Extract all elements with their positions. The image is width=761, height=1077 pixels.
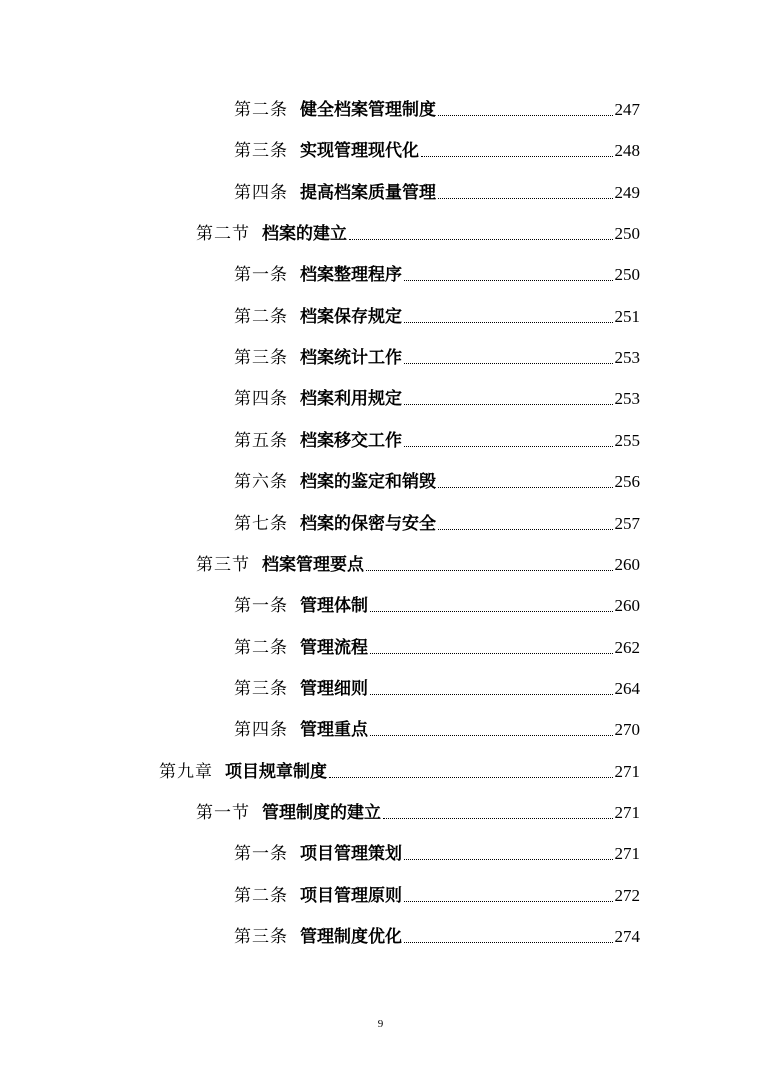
- toc-entry-number: 第四条: [234, 720, 288, 740]
- toc-dot-leader: [370, 611, 613, 612]
- toc-entry-page: 253: [614, 389, 640, 408]
- toc-entry[interactable]: [234, 97, 640, 123]
- toc-entry-title: 管理制度优化: [300, 927, 402, 947]
- toc-entry-title: 管理体制: [300, 596, 368, 616]
- toc-entry-page: 264: [614, 679, 640, 698]
- toc-entry[interactable]: [234, 883, 640, 909]
- toc-dot-leader: [438, 529, 613, 530]
- toc-dot-leader: [404, 322, 613, 323]
- toc-entry-number: 第一条: [234, 596, 288, 616]
- toc-entry-number: 第四条: [234, 183, 288, 203]
- toc-dot-leader: [404, 446, 613, 447]
- toc-entry-number: 第一节: [196, 803, 250, 823]
- toc-entry-title: 项目管理策划: [300, 844, 402, 864]
- toc-entry-title: 实现管理现代化: [300, 141, 419, 161]
- toc-entry-title: 管理流程: [300, 638, 368, 658]
- toc-entry-number: 第二条: [234, 886, 288, 906]
- toc-entry-title: 档案保存规定: [300, 307, 402, 327]
- toc-entry-page: 274: [614, 927, 640, 946]
- toc-entry-number: 第九章: [159, 762, 213, 782]
- toc-dot-leader: [404, 363, 613, 364]
- toc-dot-leader: [404, 404, 613, 405]
- toc-entry-number: 第四条: [234, 389, 288, 409]
- toc-entry[interactable]: [234, 386, 640, 412]
- toc-entry-page: 253: [614, 348, 640, 367]
- toc-entry[interactable]: [159, 759, 640, 785]
- toc-entry-number: 第一条: [234, 265, 288, 285]
- toc-dot-leader: [404, 859, 613, 860]
- toc-entry-number: 第二条: [234, 100, 288, 120]
- toc-entry-page: 270: [614, 720, 640, 739]
- toc-entry-title: 提高档案质量管理: [300, 183, 436, 203]
- toc-entry-page: 256: [614, 472, 640, 491]
- toc-dot-leader: [438, 487, 613, 488]
- toc-entry-page: 271: [614, 803, 640, 822]
- toc-dot-leader: [329, 777, 613, 778]
- toc-entry-page: 262: [614, 638, 640, 657]
- toc-entry-title: 健全档案管理制度: [300, 100, 436, 120]
- toc-entry-number: 第三条: [234, 679, 288, 699]
- toc-entry-number: 第五条: [234, 431, 288, 451]
- toc-entry-title: 档案整理程序: [300, 265, 402, 285]
- toc-entry-number: 第二条: [234, 307, 288, 327]
- toc-entry-page: 250: [614, 224, 640, 243]
- toc-entry-number: 第三条: [234, 348, 288, 368]
- toc-entry-title: 档案的保密与安全: [300, 514, 436, 534]
- toc-dot-leader: [404, 901, 613, 902]
- toc-dot-leader: [366, 570, 613, 571]
- toc-dot-leader: [438, 198, 613, 199]
- toc-dot-leader: [404, 942, 613, 943]
- toc-entry-page: 271: [614, 844, 640, 863]
- toc-entry-title: 档案统计工作: [300, 348, 402, 368]
- toc-entry-title: 档案的鉴定和销毁: [300, 472, 436, 492]
- toc-entry[interactable]: [234, 345, 640, 371]
- toc-entry[interactable]: [234, 469, 640, 495]
- toc-entry-title: 档案管理要点: [262, 555, 364, 575]
- toc-entry-page: 260: [614, 555, 640, 574]
- toc-entry-number: 第三节: [196, 555, 250, 575]
- toc-entry-number: 第二节: [196, 224, 250, 244]
- toc-entry[interactable]: [234, 635, 640, 661]
- toc-entry[interactable]: [234, 138, 640, 164]
- toc-entry-page: 271: [614, 762, 640, 781]
- toc-entry-page: 255: [614, 431, 640, 450]
- toc-dot-leader: [349, 239, 613, 240]
- toc-entry[interactable]: [196, 552, 640, 578]
- toc-entry[interactable]: [234, 180, 640, 206]
- toc-entry[interactable]: [234, 924, 640, 950]
- toc-entry-number: 第七条: [234, 514, 288, 534]
- page-number: 9: [377, 1018, 384, 1030]
- toc-dot-leader: [438, 115, 613, 116]
- toc-entry-number: 第二条: [234, 638, 288, 658]
- toc-entry-title: 项目规章制度: [225, 762, 327, 782]
- toc-entry-number: 第一条: [234, 844, 288, 864]
- toc-entry-page: 247: [614, 100, 640, 119]
- toc-entry-title: 档案利用规定: [300, 389, 402, 409]
- toc-dot-leader: [383, 818, 613, 819]
- toc-entry-page: 248: [614, 141, 640, 160]
- toc-entry-page: 251: [614, 307, 640, 326]
- toc-entry-number: 第三条: [234, 927, 288, 947]
- toc-dot-leader: [404, 280, 613, 281]
- toc-entry-title: 档案移交工作: [300, 431, 402, 451]
- toc-entry[interactable]: [234, 841, 640, 867]
- toc-entry[interactable]: [234, 593, 640, 619]
- toc-entry-page: 272: [614, 886, 640, 905]
- toc-entry-number: 第六条: [234, 472, 288, 492]
- toc-entry-title: 项目管理原则: [300, 886, 402, 906]
- toc-entry[interactable]: [234, 511, 640, 537]
- toc-entry[interactable]: [196, 221, 640, 247]
- toc-entry[interactable]: [234, 428, 640, 454]
- toc-entry-number: 第三条: [234, 141, 288, 161]
- toc-dot-leader: [370, 694, 613, 695]
- toc-entry-page: 260: [614, 596, 640, 615]
- toc-dot-leader: [421, 156, 613, 157]
- toc-entry[interactable]: [234, 717, 640, 743]
- toc-entry-title: 管理制度的建立: [262, 803, 381, 823]
- toc-entry[interactable]: [234, 262, 640, 288]
- toc-entry-title: 档案的建立: [262, 224, 347, 244]
- toc-entry-title: 管理重点: [300, 720, 368, 740]
- toc-entry-page: 249: [614, 183, 640, 202]
- toc-dot-leader: [370, 653, 613, 654]
- toc-entry[interactable]: [234, 676, 640, 702]
- toc-entry[interactable]: [234, 304, 640, 330]
- toc-entry-page: 250: [614, 265, 640, 284]
- toc-dot-leader: [370, 735, 613, 736]
- toc-entry[interactable]: [196, 800, 640, 826]
- toc-entry-title: 管理细则: [300, 679, 368, 699]
- toc-entry-page: 257: [614, 514, 640, 533]
